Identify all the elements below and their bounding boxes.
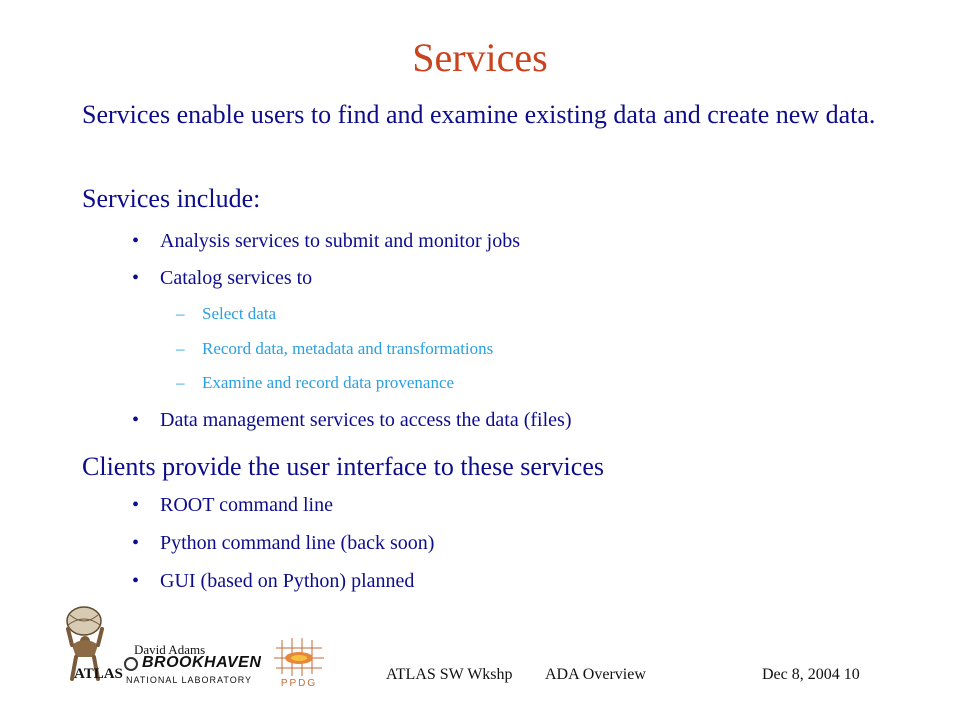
dash-icon: – [176, 339, 185, 358]
ppdg-logo-icon [272, 636, 328, 690]
author-label: David Adams [134, 642, 206, 657]
dash-icon: – [176, 373, 185, 392]
bullet-icon: • [132, 230, 140, 252]
brookhaven-name: BROOKHAVEN [142, 654, 262, 671]
sub-list-item-label: Select data [202, 304, 277, 323]
list-item [132, 570, 414, 593]
footer-date-page: Dec 8, 2004 10 [762, 666, 860, 683]
bullet-icon: • [132, 494, 140, 516]
list-item [132, 532, 434, 555]
slide-title: Services [412, 35, 548, 80]
list-item-label: Catalog services to [160, 267, 313, 289]
sub-list-item [176, 339, 493, 359]
ppdg-text: PPDG [280, 678, 318, 689]
paragraph-clients: Clients provide the user interface to these services [82, 452, 604, 481]
list-item [132, 267, 312, 290]
sub-list-item [176, 304, 276, 324]
paragraph-services-include: Services include: [82, 184, 261, 213]
list-item [132, 230, 520, 253]
list-item [132, 494, 333, 517]
sub-list-item [176, 373, 454, 393]
list-item [132, 409, 571, 432]
bullet-icon: • [132, 267, 140, 289]
bullet-icon: • [132, 570, 140, 592]
brookhaven-subtitle: NATIONAL LABORATORY [126, 675, 253, 685]
dash-icon: – [176, 304, 185, 323]
list-item-label: Analysis services to submit and monitor jobs [160, 230, 520, 252]
footer-conference: ATLAS SW Wkshp [386, 666, 513, 683]
paragraph-services-intro: Services enable users to find and examine existing data and create new data. [82, 100, 876, 129]
bullet-icon: • [132, 532, 140, 554]
list-item-label: Python command line (back soon) [160, 532, 435, 554]
atlas-label: ATLAS [74, 666, 123, 682]
bullet-icon: • [132, 409, 140, 431]
sub-list-item-label: Record data, metadata and transformations [202, 339, 494, 358]
footer-topic: ADA Overview [545, 666, 646, 683]
sub-list-item-label: Examine and record data provenance [202, 373, 455, 392]
list-item-label: GUI (based on Python) planned [160, 570, 415, 592]
list-item-label: ROOT command line [160, 494, 333, 516]
list-item-label: Data management services to access the data (files) [160, 409, 572, 431]
brookhaven-logo-icon [124, 654, 272, 688]
